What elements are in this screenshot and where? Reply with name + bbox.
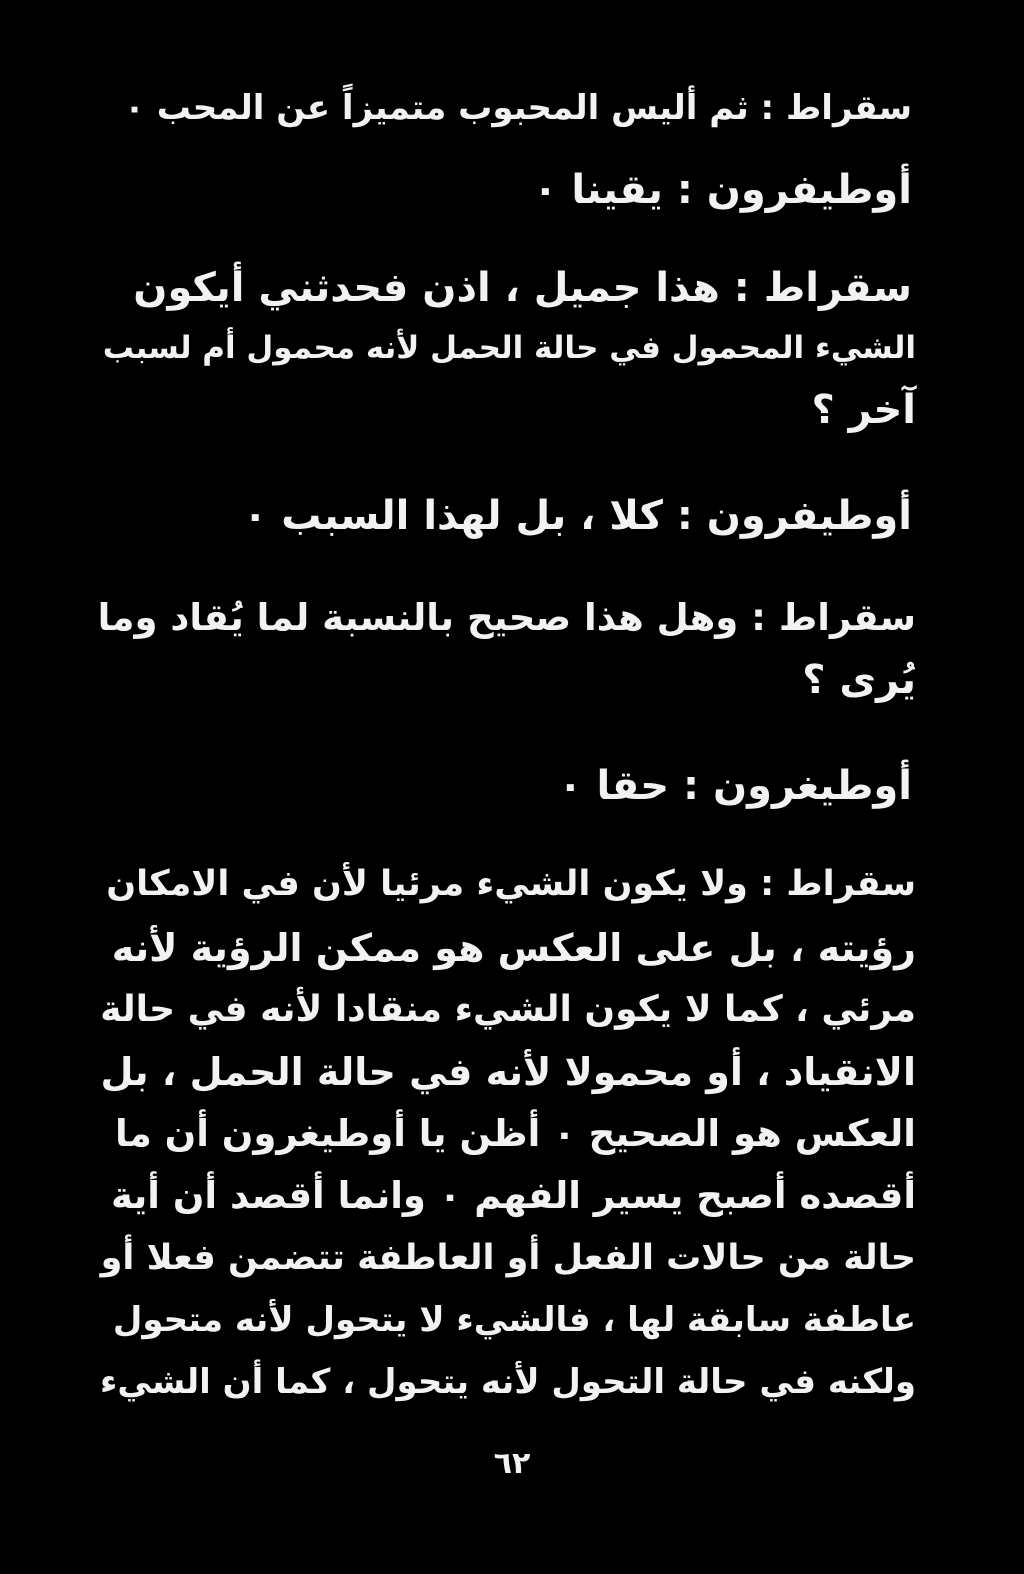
text-line: الشيء المحمول في حالة الحمل لأنه محمول أم لسبب xyxy=(102,330,916,366)
text-line: رؤيته ، بل على العكس هو ممكن الرؤية لأنه xyxy=(111,926,916,970)
text-line: أوطيغرون : حقا ٠ xyxy=(558,763,912,809)
text-line: سقراط : ولا يكون الشيء مرئيا لأن في الامكان xyxy=(106,864,916,904)
text-line: أوطيفرون : كلا ، بل لهذا السبب ٠ xyxy=(242,493,912,539)
text-line: أوطيفرون : يقينا ٠ xyxy=(533,167,912,213)
text-line: العكس هو الصحيح ٠ أظن يا أوطيغرون أن ما xyxy=(114,1112,916,1155)
text-line: حالة من حالات الفعل أو العاطفة تتضمن فعلا أو xyxy=(100,1238,916,1278)
text-line: سقراط : ثم أليس المحبوب متميزاً عن المحب ٠ xyxy=(124,88,912,128)
text-line: ولكنه في حالة التحول لأنه يتحول ، كما أن الشيء xyxy=(99,1362,916,1402)
text-line: آخر ؟ xyxy=(811,387,916,433)
text-line: مرئي ، كما لا يكون الشيء منقادا لأنه في حالة xyxy=(100,989,916,1030)
text-line: سقراط : هذا جميل ، اذن فحدثني أيكون xyxy=(133,265,912,311)
text-line: الانقياد ، أو محمولا لأنه في حالة الحمل ، بل xyxy=(100,1050,916,1094)
page-number: ٦٢ xyxy=(493,1446,531,1481)
text-line: سقراط : وهل هذا صحيح بالنسبة لما يُقاد وما xyxy=(97,596,916,639)
text-line: يُرى ؟ xyxy=(802,657,916,703)
text-line: أقصده أصبح يسير الفهم ٠ وانما أقصد أن أية xyxy=(110,1174,916,1217)
text-line: عاطفة سابقة لها ، فالشيء لا يتحول لأنه متحول xyxy=(112,1300,916,1340)
